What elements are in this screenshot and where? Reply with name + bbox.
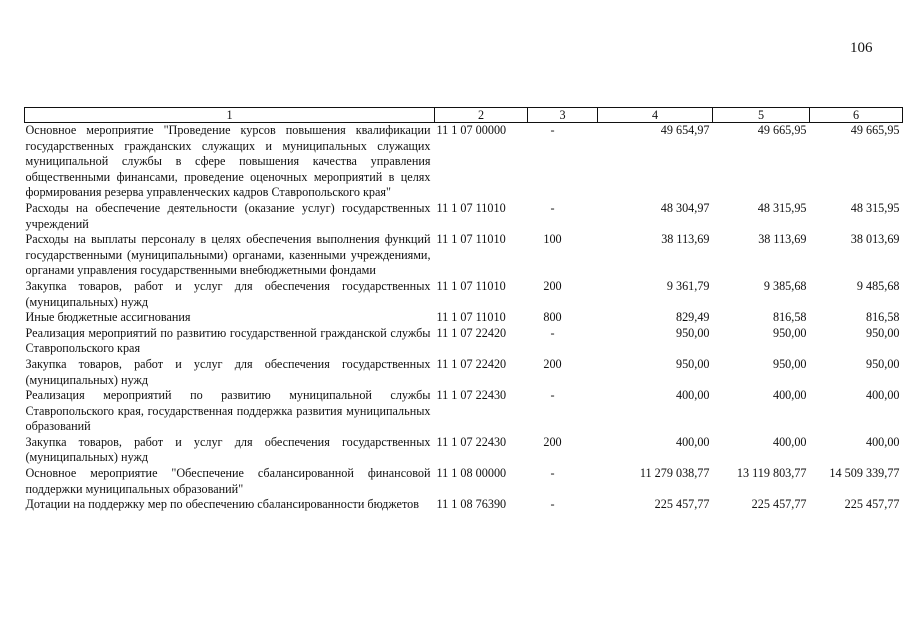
row-value-1: 9 361,79 <box>666 278 710 293</box>
row-value-3: 14 509 339,77 <box>829 466 900 481</box>
row-name: Основное мероприятие "Обеспечение сбалансированной финансовой поддержки муниципальных образований" <box>25 466 431 496</box>
table-row <box>25 326 903 357</box>
column-header-3: 3 <box>528 108 598 123</box>
table-row <box>25 497 903 513</box>
table-row <box>25 123 903 201</box>
row-value-3: 400,00 <box>865 434 900 449</box>
row-expense-type: - <box>550 466 555 481</box>
row-target-code: 11 1 07 22420 <box>436 356 507 371</box>
row-value-1: 829,49 <box>675 310 710 325</box>
row-value-3: 9 485,68 <box>856 278 900 293</box>
row-name: Иные бюджетные ассигнования <box>25 310 191 325</box>
row-value-2: 9 385,68 <box>763 278 807 293</box>
row-value-1: 48 304,97 <box>660 200 710 215</box>
page-number: 106 <box>850 40 873 56</box>
row-target-code: 11 1 07 11010 <box>436 278 506 293</box>
row-value-2: 400,00 <box>772 434 807 449</box>
row-expense-type: 200 <box>543 356 562 371</box>
row-value-1: 49 654,97 <box>660 123 710 137</box>
row-expense-type: - <box>550 497 555 512</box>
row-target-code: 11 1 08 00000 <box>436 466 507 481</box>
row-value-1: 950,00 <box>675 325 710 340</box>
row-value-2: 38 113,69 <box>758 232 807 247</box>
column-header-4: 4 <box>598 108 713 123</box>
row-value-2: 49 665,95 <box>757 123 807 137</box>
row-target-code: 11 1 07 11010 <box>436 200 506 215</box>
row-name: Закупка товаров, работ и услуг для обеспечения государственных (муниципальных) нужд <box>25 434 431 465</box>
table-header-row <box>25 108 903 123</box>
row-target-code: 11 1 07 11010 <box>436 310 506 325</box>
row-value-1: 38 113,69 <box>661 232 710 247</box>
row-expense-type: 200 <box>543 434 562 449</box>
row-value-3: 950,00 <box>865 325 900 340</box>
row-value-2: 950,00 <box>772 325 807 340</box>
row-value-2: 48 315,95 <box>757 200 807 215</box>
table-row <box>25 466 903 497</box>
table-row <box>25 201 903 232</box>
row-target-code: 11 1 07 22430 <box>436 434 507 449</box>
column-header-6: 6 <box>810 108 903 123</box>
column-header-1: 1 <box>25 108 435 123</box>
row-expense-type: 800 <box>543 310 562 325</box>
row-value-2: 13 119 803,77 <box>736 466 807 481</box>
row-name: Дотации на поддержку мер по обеспечению сбалансированности бюджетов <box>25 497 419 512</box>
row-value-1: 400,00 <box>675 434 710 449</box>
row-name: Реализация мероприятий по развитию муниципальной службы Ставропольского края, государственная поддержка развития муниципальных образований <box>25 388 431 434</box>
table-row <box>25 279 903 310</box>
row-name: Расходы на выплаты персоналу в целях обеспечения выполнения функций государственными (муниципальными) органами, казенными учреждениями, органами управления государственными внебюджетными фондами <box>25 232 431 278</box>
row-target-code: 11 1 07 22430 <box>436 388 507 403</box>
row-value-2: 950,00 <box>772 356 807 371</box>
row-name: Закупка товаров, работ и услуг для обеспечения государственных (муниципальных) нужд <box>25 356 431 387</box>
table-row <box>25 232 903 279</box>
row-value-3: 48 315,95 <box>850 200 900 215</box>
table-row <box>25 357 903 388</box>
row-target-code: 11 1 07 11010 <box>436 232 506 247</box>
row-expense-type: - <box>550 388 555 403</box>
row-expense-type: 200 <box>543 278 562 293</box>
column-header-2: 2 <box>435 108 528 123</box>
row-target-code: 11 1 07 00000 <box>436 123 507 137</box>
row-name: Расходы на обеспечение деятельности (оказание услуг) государственных учреждений <box>25 200 431 231</box>
row-name: Реализация мероприятий по развитию государственной гражданской службы Ставропольского края <box>25 325 431 356</box>
row-expense-type: 100 <box>543 232 562 247</box>
row-value-2: 225 457,77 <box>751 497 807 512</box>
table-row <box>25 435 903 466</box>
row-value-3: 49 665,95 <box>850 123 900 137</box>
row-value-3: 225 457,77 <box>844 497 900 512</box>
table-row <box>25 310 903 326</box>
row-name: Основное мероприятие "Проведение курсов повышения квалификации государственных гражданских служащих и муниципальных служащих муниципальной службы в сфере повышения качества управления общественными финансами, проведение оценочных мероприятий в целях формирования резерва управленческих кадров Ставропольского края" <box>25 123 431 200</box>
row-value-3: 816,58 <box>865 310 900 325</box>
row-value-1: 225 457,77 <box>654 497 710 512</box>
row-expense-type: - <box>550 325 555 340</box>
row-name: Закупка товаров, работ и услуг для обеспечения государственных (муниципальных) нужд <box>25 278 431 309</box>
column-header-5: 5 <box>713 108 810 123</box>
row-value-1: 11 279 038,77 <box>639 466 710 481</box>
row-value-3: 38 013,69 <box>850 232 900 247</box>
budget-table <box>24 107 903 513</box>
table-row <box>25 388 903 435</box>
row-expense-type: - <box>550 123 555 137</box>
row-value-2: 400,00 <box>772 388 807 403</box>
row-target-code: 11 1 08 76390 <box>436 497 507 512</box>
row-value-1: 950,00 <box>675 356 710 371</box>
row-value-3: 950,00 <box>865 356 900 371</box>
row-target-code: 11 1 07 22420 <box>436 325 507 340</box>
row-value-3: 400,00 <box>865 388 900 403</box>
row-value-1: 400,00 <box>675 388 710 403</box>
row-value-2: 816,58 <box>772 310 807 325</box>
row-expense-type: - <box>550 200 555 215</box>
